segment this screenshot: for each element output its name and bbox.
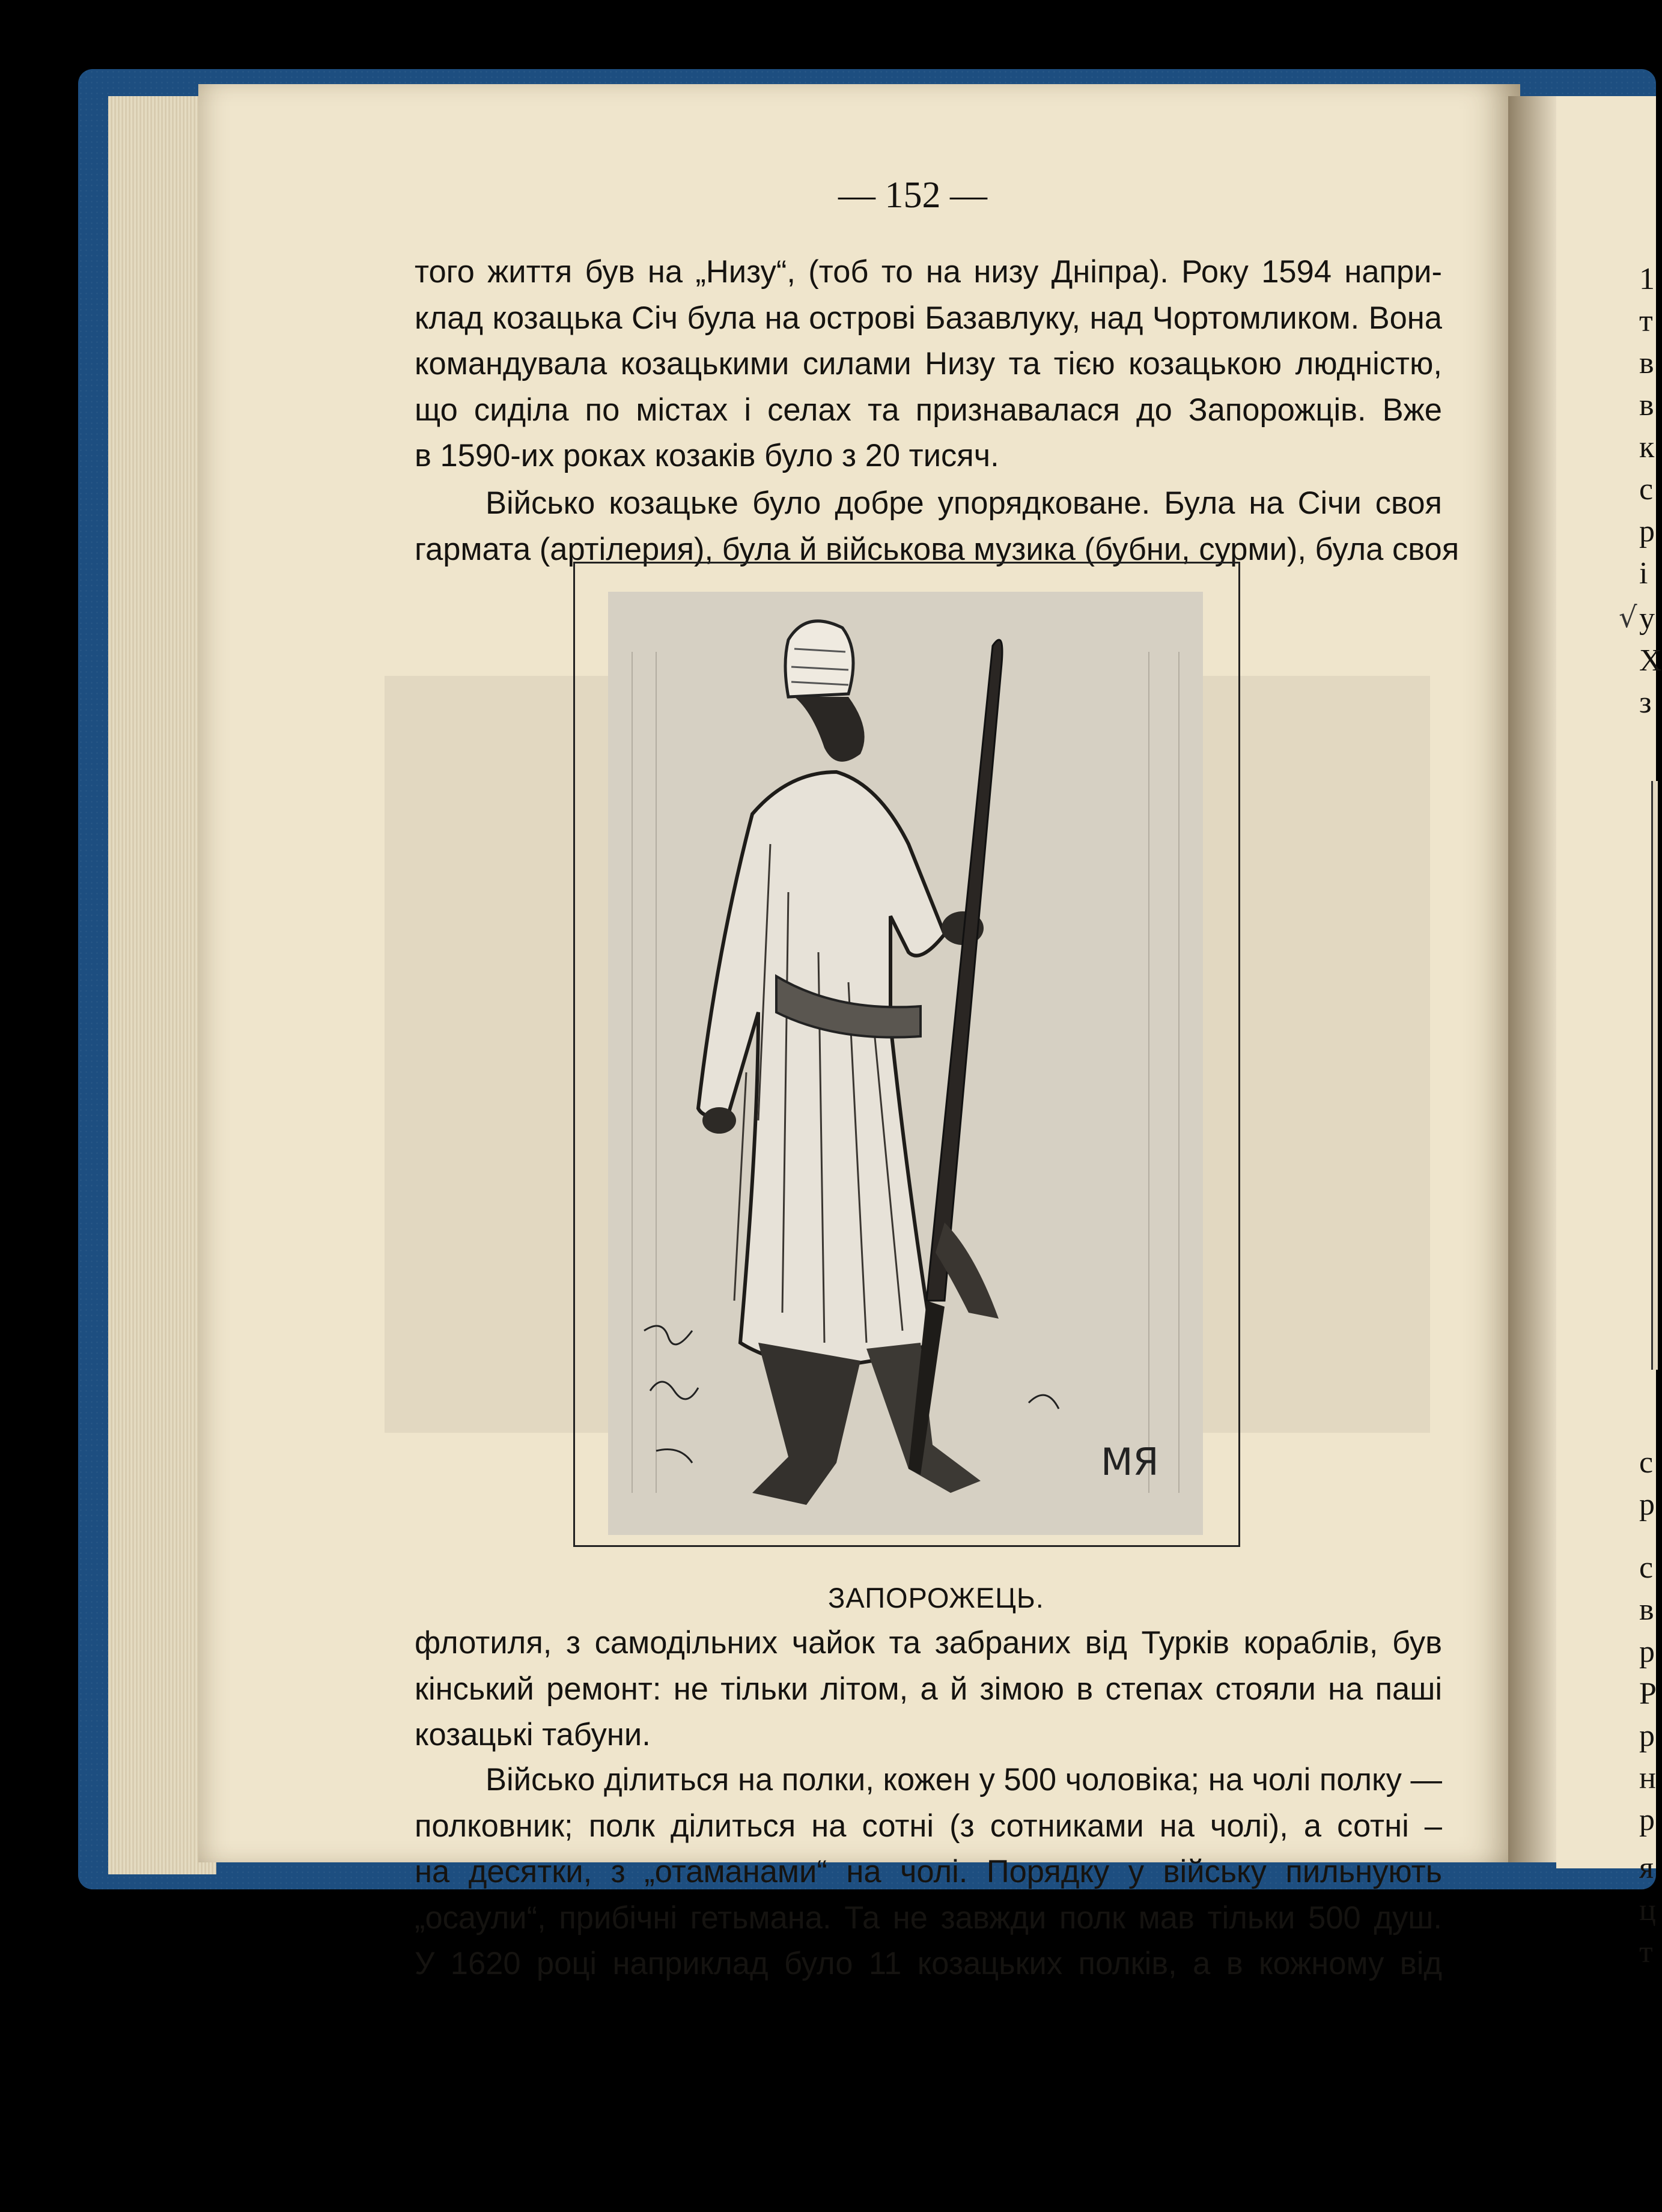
- text-line: У 1620 році наприклад було 11 козацьких полків, а в кожному від: [415, 1946, 1442, 1981]
- right-page-letter: р: [1639, 1487, 1655, 1522]
- text-line: в 1590-их роках козаків було з 20 тисяч.: [415, 438, 999, 473]
- right-page-letter: с: [1639, 472, 1654, 506]
- text-line: „осаули“, прибічні гетьмана. Та не завжди полк мав тільки 500 душ.: [415, 1900, 1442, 1936]
- text-line: командувала козацькими силами Низу та тією козацькою людністю,: [415, 346, 1442, 381]
- text-line: на десятки, з „отаманами“ на чолі. Порядку у війську пильнують: [415, 1854, 1442, 1889]
- right-page-letter: т: [1639, 1935, 1653, 1969]
- right-page-letter: я: [1639, 1851, 1654, 1885]
- right-page-letter: р: [1639, 1635, 1655, 1669]
- paragraph-1: [415, 249, 1442, 479]
- text-line: кінський ремонт: не тільки літом, а й зімою в степах стояли на паші: [415, 1671, 1442, 1707]
- text-line: Військо козацьке було добре упорядковане. Була на Січи своя: [486, 485, 1442, 521]
- right-page-letter: з: [1639, 685, 1652, 720]
- right-page-letter: в: [1639, 1593, 1654, 1627]
- right-page-letter: в: [1639, 388, 1654, 422]
- right-page-figure-edge: [1651, 781, 1658, 1370]
- rifle: [927, 640, 1002, 1301]
- right-page-letter: і: [1639, 556, 1648, 591]
- book-gutter: [1508, 96, 1562, 1862]
- text-line: Військо ділиться на полки, кожен у 500 чоловіка; на чолі полку —: [486, 1762, 1442, 1797]
- text-line: гармата (артілерия), була й військова музика (бубни, сурми), була своя: [415, 531, 1460, 567]
- paragraph-3: [415, 1620, 1442, 1758]
- cossack-illustration: [608, 592, 1203, 1535]
- paragraph-4: [415, 1757, 1442, 1987]
- right-page-letter: у: [1639, 601, 1655, 636]
- artist-signature: МЯ: [1101, 1440, 1159, 1484]
- paragraph-2: [415, 481, 1460, 573]
- right-page-letter: к: [1639, 430, 1655, 464]
- text-line: флотиля, з самодільних чайок та забраних від Турків кораблів, був: [415, 1625, 1442, 1661]
- right-page-letter: с: [1639, 1445, 1654, 1480]
- right-page-letter: Х: [1639, 643, 1662, 678]
- right-page-letter: ц: [1639, 1893, 1656, 1927]
- figure-caption: ЗАПОРОЖЕЦЬ.: [828, 1582, 1044, 1614]
- right-page-letter: т: [1639, 304, 1653, 338]
- check-mark: √: [1619, 601, 1637, 634]
- right-page-letter: р: [1639, 1719, 1655, 1753]
- right-page-letter: 1: [1639, 262, 1655, 296]
- text-line: того життя був на „Низу“, (тоб то на низу Дніпра). Року 1594 напри-: [415, 254, 1442, 290]
- right-page-letter: с: [1639, 1551, 1654, 1585]
- page-number: — 152 —: [838, 175, 987, 216]
- right-page-letter: Р: [1639, 1677, 1657, 1711]
- hat-shape: [785, 621, 853, 697]
- text-line: полковник; полк ділиться на сотні (з сотниками на чолі), а сотні –: [415, 1808, 1442, 1844]
- text-line: козацькі табуни.: [415, 1717, 651, 1752]
- right-page-letter: р: [1639, 1803, 1655, 1837]
- right-page-letter: р: [1639, 514, 1655, 548]
- text-line: клад козацька Січ була на острові Базавлуку, над Чортомликом. Вона: [415, 300, 1442, 336]
- right-page-letter: н: [1639, 1761, 1656, 1795]
- text-line: що сиділа по містах і селах та признавалася до Запорожців. Вже: [415, 392, 1442, 428]
- right-page-letter: в: [1639, 346, 1654, 380]
- face-shape: [794, 697, 865, 762]
- left-hand: [702, 1107, 736, 1134]
- left-boot: [752, 1343, 860, 1505]
